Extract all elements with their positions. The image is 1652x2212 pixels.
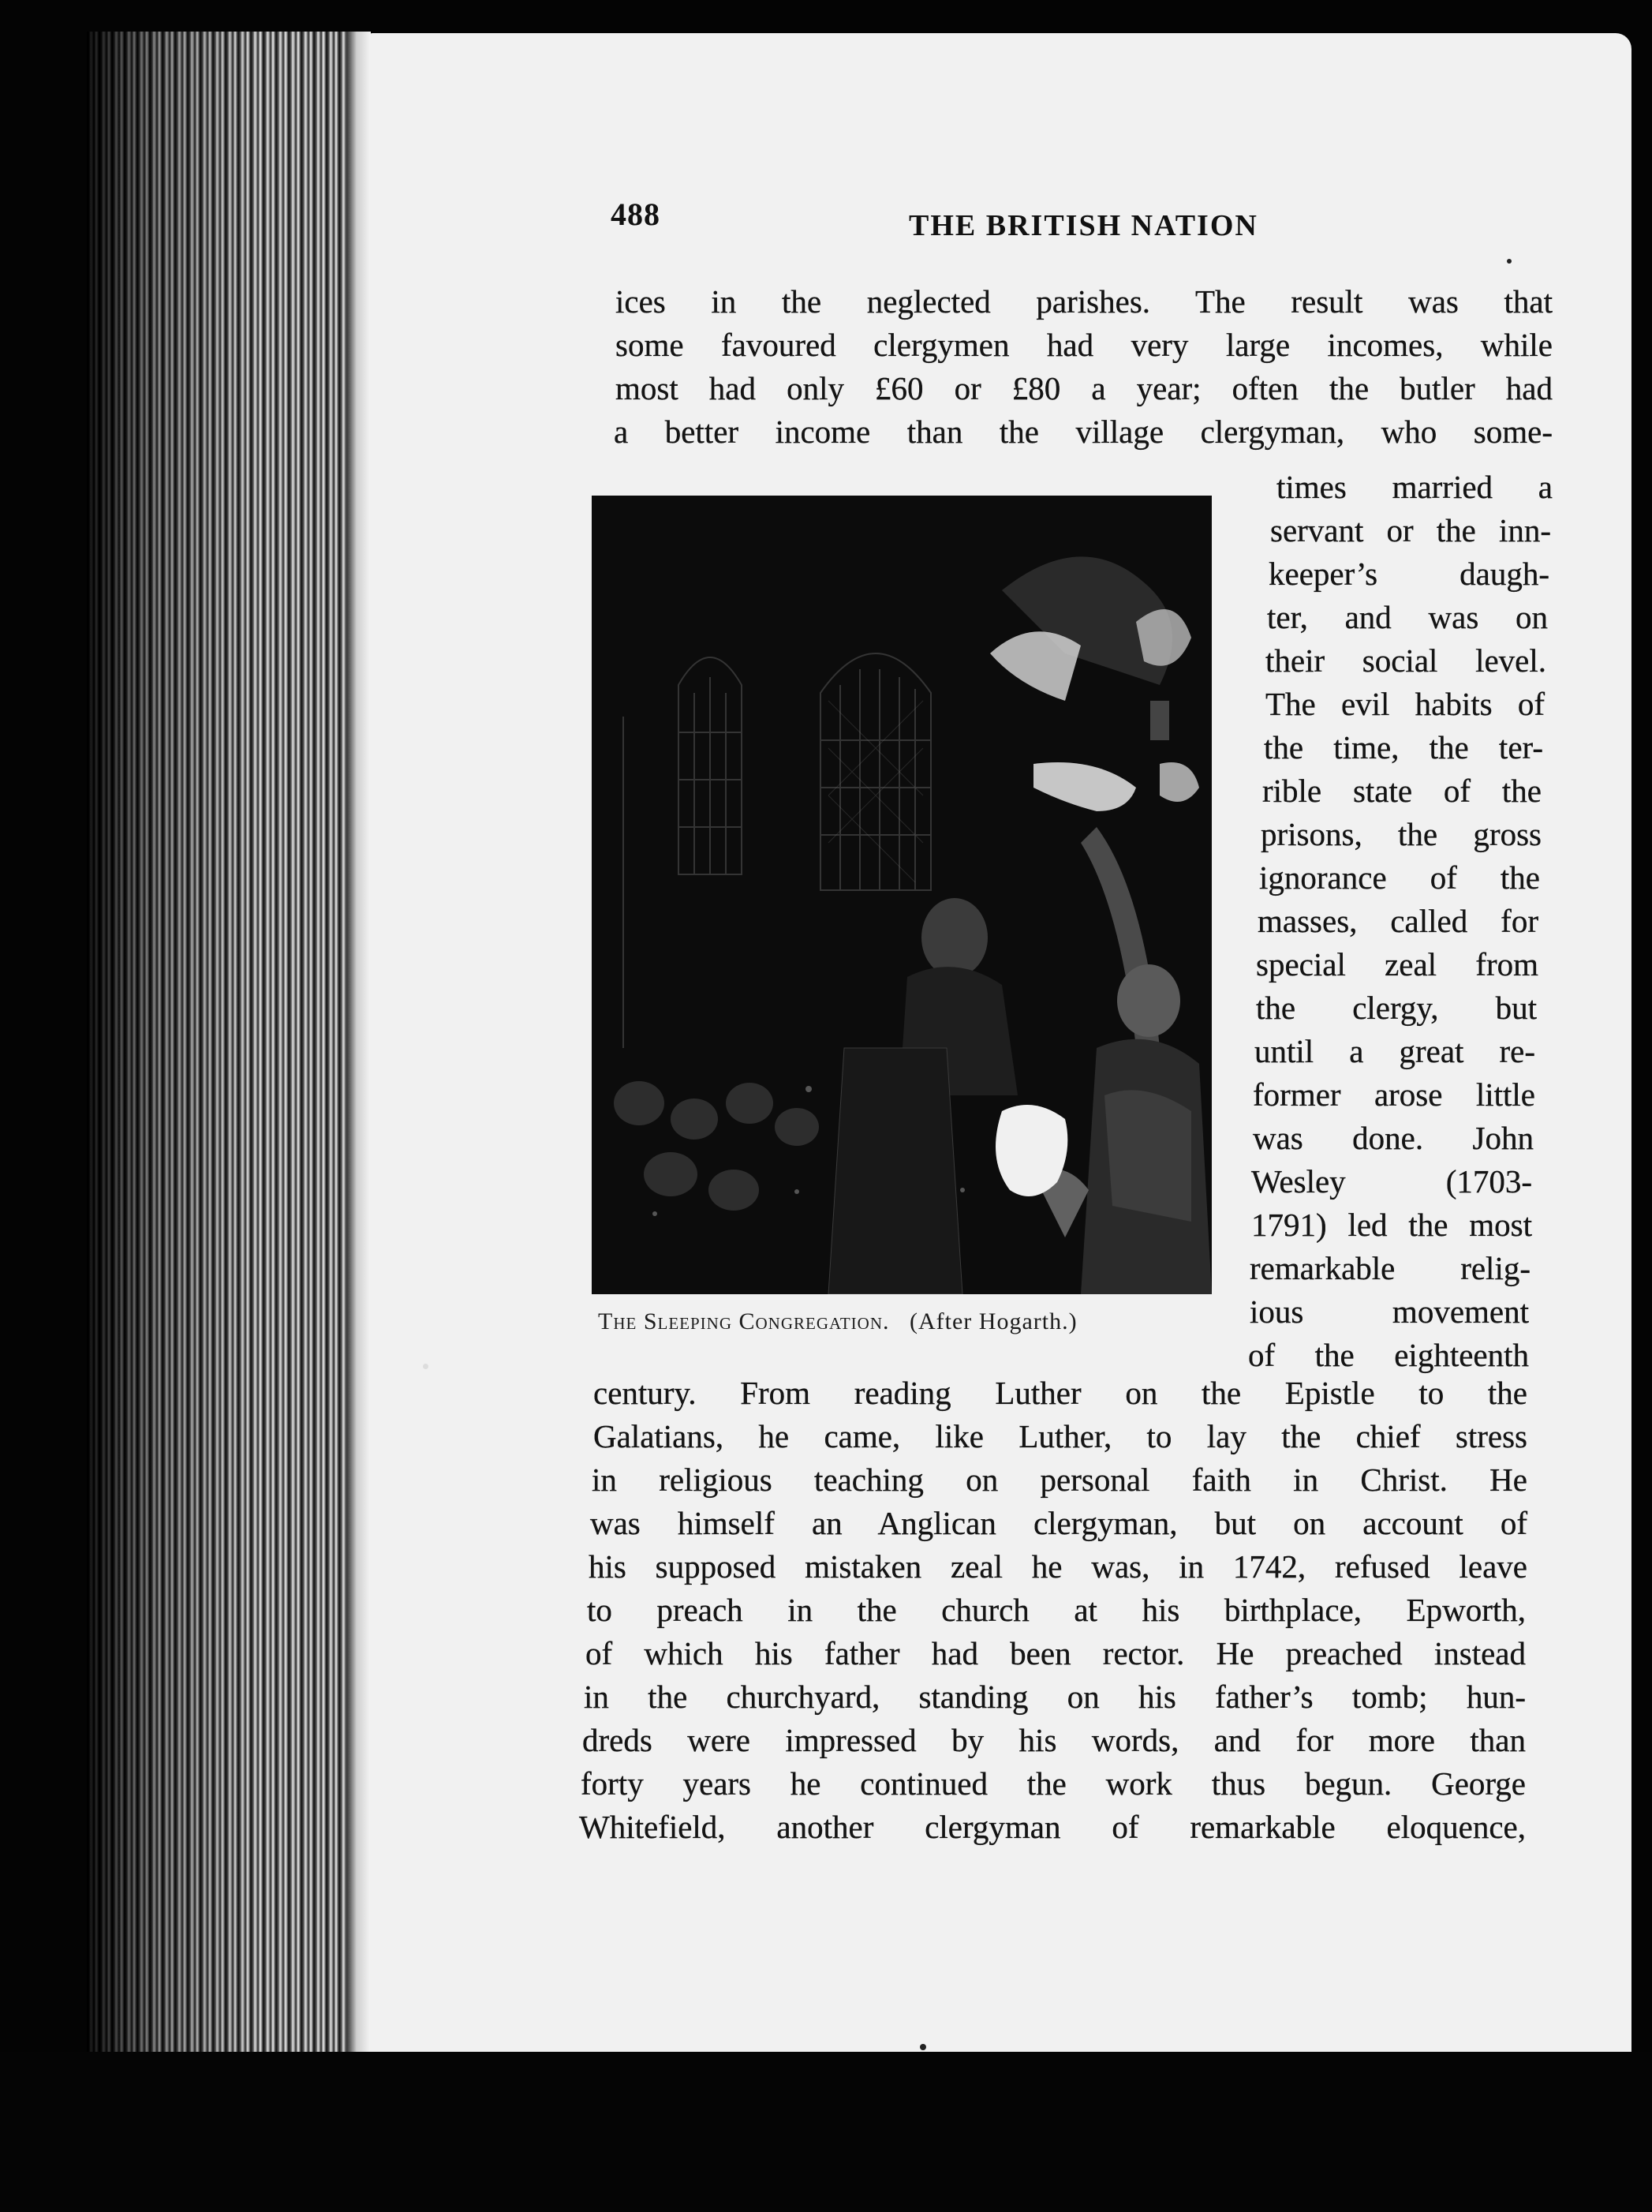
body-line: their social level. (1265, 642, 1546, 679)
body-line: Galatians, he came, like Luther, to lay the chief stress (593, 1418, 1527, 1454)
body-line: 1791) led the most (1251, 1207, 1532, 1243)
body-line: Wesley (1703- (1251, 1163, 1532, 1200)
body-line: ignorance of the (1259, 859, 1540, 896)
body-line: of the eighteenth (1248, 1337, 1529, 1373)
body-line: was himself an Anglican clergyman, but on account of (590, 1505, 1527, 1541)
body-line: servant or the inn- (1270, 512, 1551, 548)
body-line: century. From reading Luther on the Epistle to the (593, 1375, 1527, 1411)
sleeping-congregation-illustration (592, 496, 1212, 1294)
scan-speck (1507, 259, 1512, 264)
body-line: Whitefield, another clergyman of remarkable eloquence, (579, 1809, 1526, 1845)
scan-background (0, 2052, 1652, 2212)
scan-speck (423, 1364, 428, 1369)
caption-title: The Sleeping Congregation. (598, 1308, 890, 1334)
caption-credit: (After Hogarth.) (910, 1308, 1078, 1334)
page-edges (87, 32, 371, 2068)
body-line: The evil habits of (1265, 686, 1545, 722)
body-line: rible state of the (1262, 773, 1542, 809)
page-binding (347, 32, 371, 2068)
body-line: the clergy, but (1256, 990, 1537, 1026)
body-line: remarkable relig- (1250, 1250, 1531, 1286)
body-line: a better income than the village clergyman, who some- (614, 414, 1553, 450)
page-number: 488 (611, 196, 660, 232)
body-line: ter, and was on (1267, 599, 1548, 635)
body-line: special zeal from (1256, 946, 1538, 982)
body-line: of which his father had been rector. He preached instead (585, 1635, 1526, 1671)
figure-caption (598, 1308, 1213, 1335)
body-line: prisons, the gross (1261, 816, 1542, 852)
scan-speck (920, 2044, 926, 2050)
body-line: forty years he continued the work thus begun. George (581, 1765, 1526, 1802)
body-line: his supposed mistaken zeal he was, in 1742, refused leave (589, 1548, 1527, 1585)
body-line: ices in the neglected parishes. The result was that (615, 283, 1553, 320)
body-line: most had only £60 or £80 a year; often the butler had (615, 370, 1553, 406)
engraving-image (592, 496, 1212, 1294)
body-line: masses, called for (1258, 903, 1538, 939)
body-line: dreds were impressed by his words, and for more than (582, 1722, 1526, 1758)
body-line: in the churchyard, standing on his father’s tomb; hun- (584, 1679, 1526, 1715)
body-line: in religious teaching on personal faith in Christ. He (592, 1462, 1527, 1498)
body-line: former arose little (1253, 1076, 1535, 1113)
body-line: to preach in the church at his birthplace, Epworth, (587, 1592, 1526, 1628)
body-line: was done. John (1253, 1120, 1534, 1156)
body-line: some favoured clergymen had very large incomes, while (615, 327, 1553, 363)
body-line: ious movement (1250, 1293, 1529, 1330)
body-line: keeper’s daugh- (1269, 556, 1549, 592)
body-line: times married a (1276, 469, 1553, 505)
body-line: until a great re- (1254, 1033, 1535, 1069)
running-head: THE BRITISH NATION (909, 209, 1258, 242)
body-line: the time, the ter- (1264, 729, 1543, 765)
page-header (611, 196, 1557, 251)
